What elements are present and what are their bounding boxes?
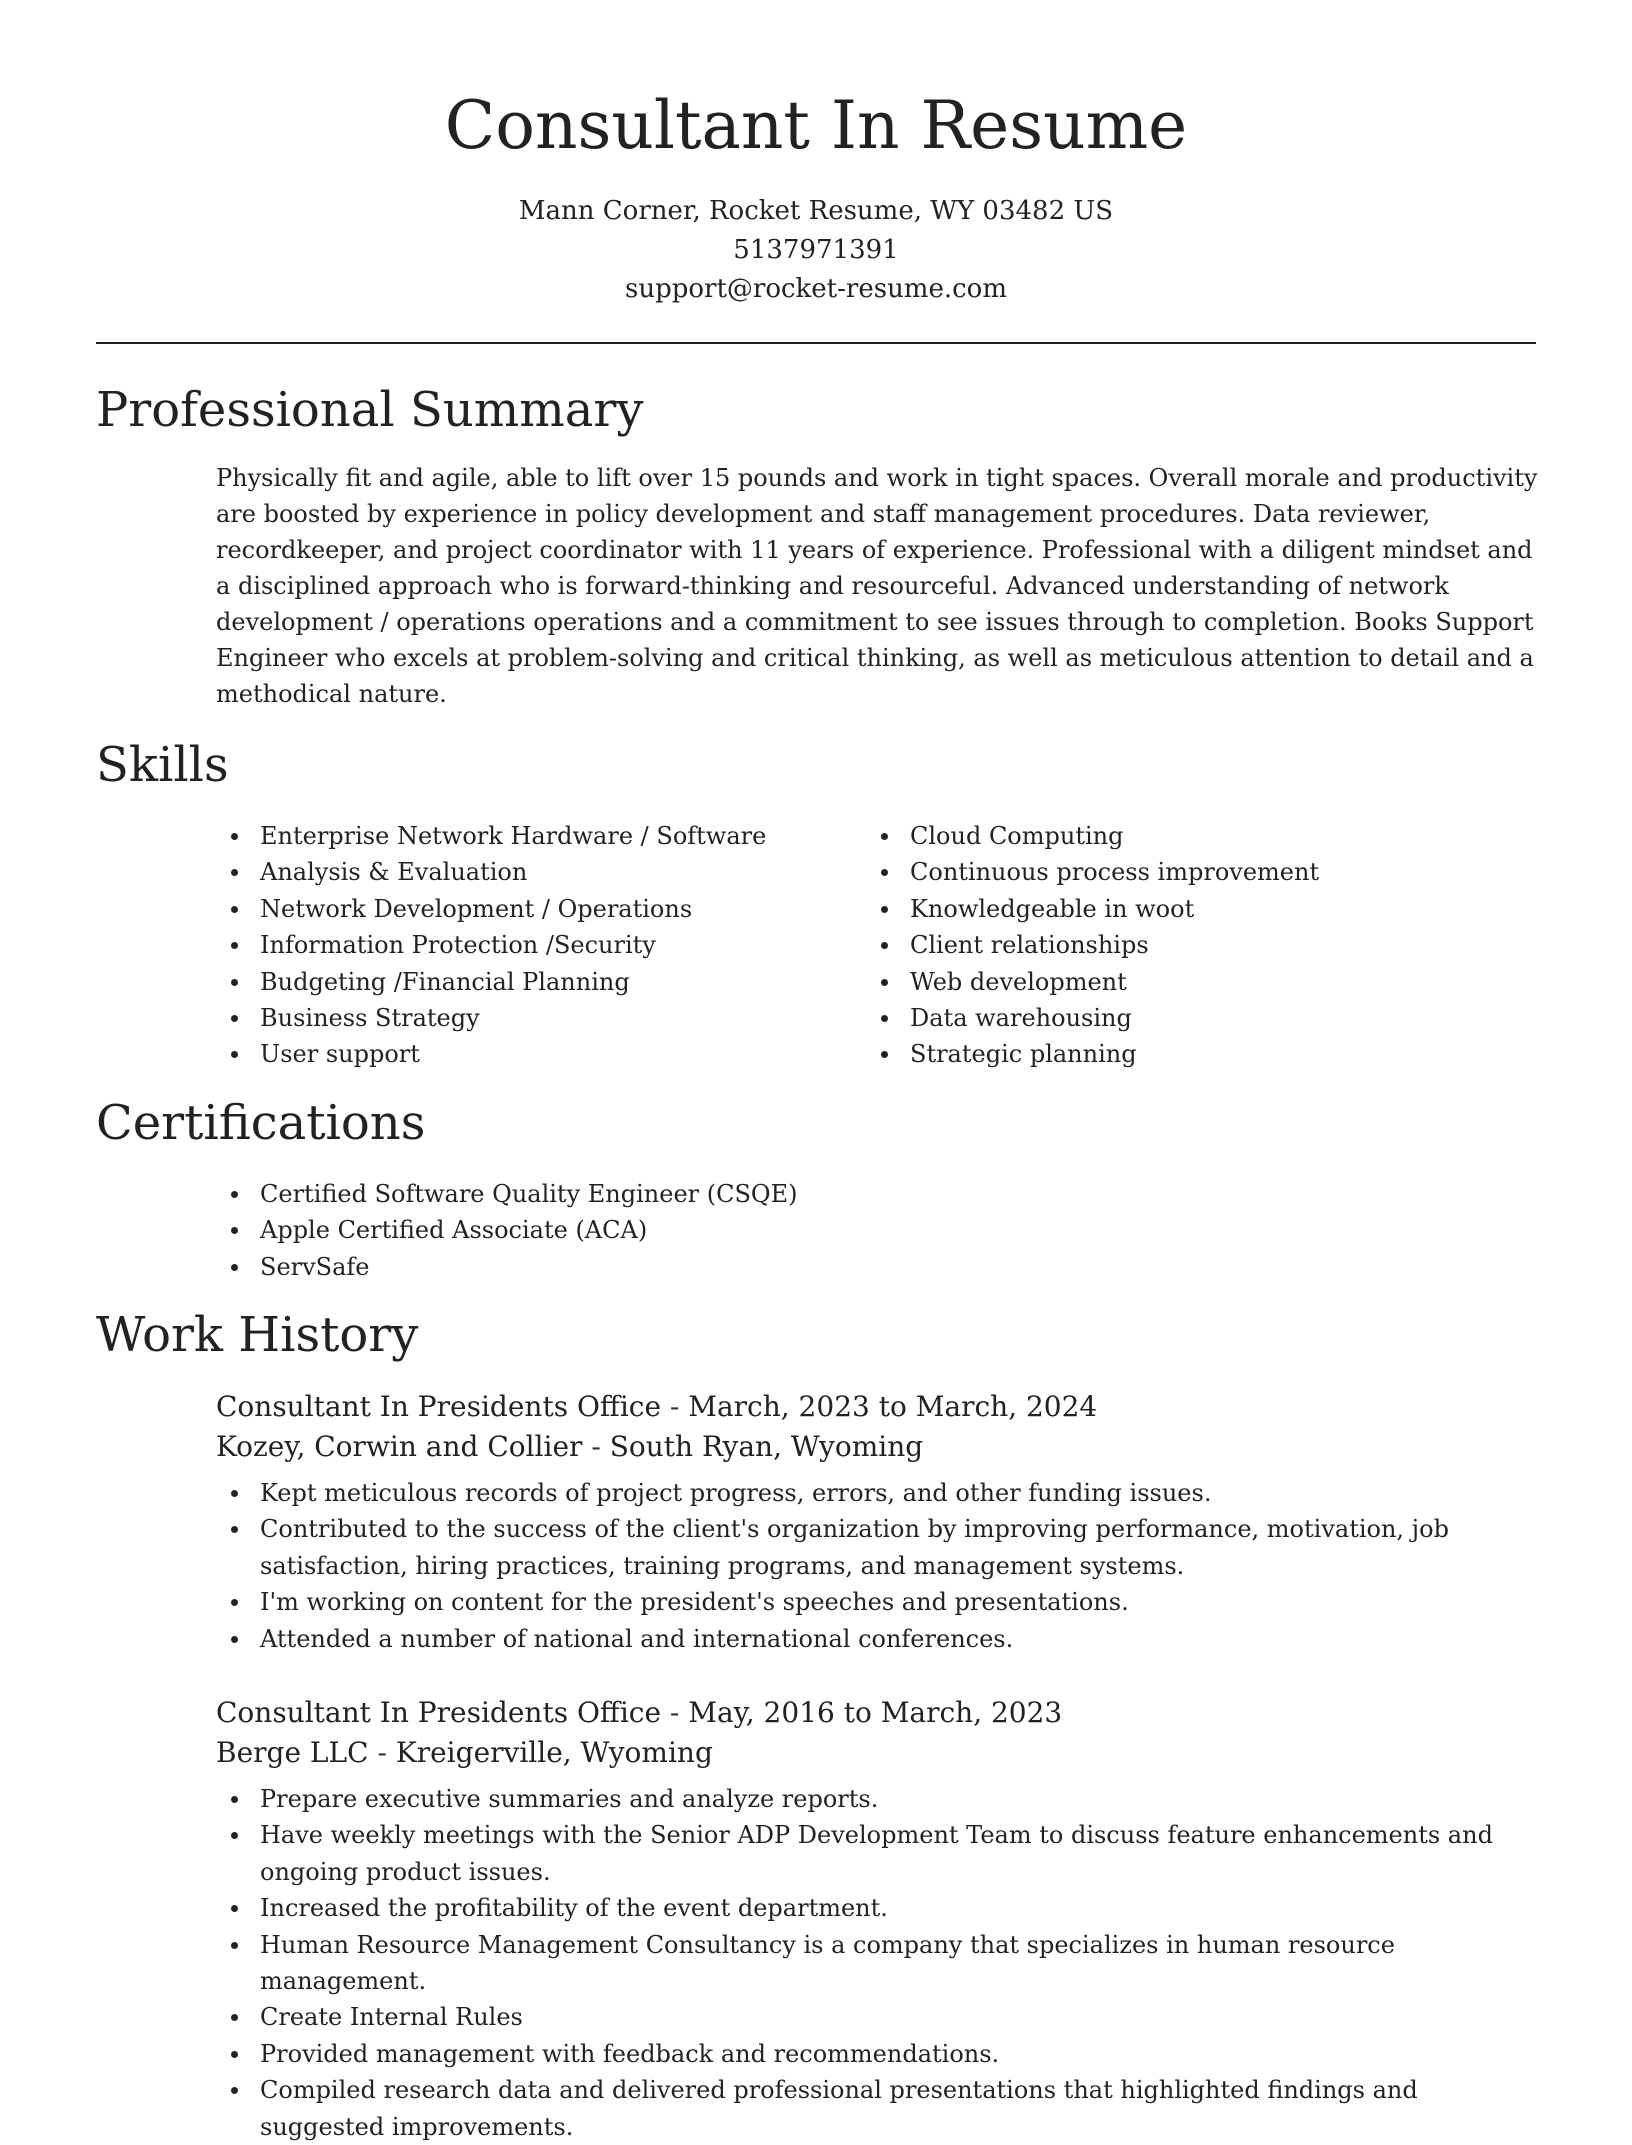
job-bullet: Create Internal Rules [216, 1999, 1546, 2035]
skill-item: Analysis & Evaluation [216, 854, 856, 890]
job-bullet: Human Resource Management Consultancy is a company that specializes in human resource management. [216, 1927, 1546, 2000]
contact-phone: 5137971391 [733, 235, 899, 265]
skills-list-left [216, 818, 856, 1073]
job-bullet: I'm working on content for the president's speeches and presentations. [216, 1584, 1546, 1620]
job-separator: - [661, 1696, 689, 1729]
work-history-heading: Work History [96, 1307, 419, 1363]
job-company: Berge LLC [216, 1736, 369, 1769]
job-dates: May, 2016 to March, 2023 [688, 1696, 1063, 1729]
job-bullet: Compiled research data and delivered professional presentations that highlighted findings and suggested improvements. [216, 2072, 1546, 2145]
job-separator: - [368, 1736, 396, 1769]
skill-item: Continuous process improvement [866, 854, 1506, 890]
skill-item: Knowledgeable in woot [866, 891, 1506, 927]
job-dates: March, 2023 to March, 2024 [688, 1390, 1098, 1423]
job-title: Consultant In Presidents Office [216, 1696, 662, 1729]
skill-item: Web development [866, 964, 1506, 1000]
skill-item: User support [216, 1036, 856, 1072]
job-separator: - [582, 1430, 610, 1463]
skill-item: Client relationships [866, 927, 1506, 963]
skill-item: Strategic planning [866, 1036, 1506, 1072]
skill-item: Information Protection /Security [216, 927, 856, 963]
contact-address: Mann Corner, Rocket Resume, WY 03482 US [518, 196, 1114, 226]
job-bullet: Contributed to the success of the client's organization by improving performance, motivation, job satisfaction, hiring practices, training programs, and management systems. [216, 1511, 1546, 1584]
job-company: Kozey, Corwin and Collier [216, 1430, 583, 1463]
job-bullet: Kept meticulous records of project progress, errors, and other funding issues. [216, 1475, 1546, 1511]
skill-item: Business Strategy [216, 1000, 856, 1036]
skill-item: Enterprise Network Hardware / Software [216, 818, 856, 854]
job-company-line [216, 1427, 923, 1467]
contact-block [0, 192, 1632, 309]
job-company-line [216, 1733, 713, 1773]
job-bullet: Provided management with feedback and recommendations. [216, 2036, 1546, 2072]
certifications-heading: Certifications [96, 1095, 426, 1151]
skill-item: Data warehousing [866, 1000, 1506, 1036]
job-bullet: Increased the profitability of the event department. [216, 1890, 1546, 1926]
certification-item: Certified Software Quality Engineer (CSQE) [216, 1176, 1116, 1212]
header-divider [96, 342, 1536, 344]
job-title: Consultant In Presidents Office [216, 1390, 662, 1423]
skills-heading: Skills [96, 737, 229, 793]
skill-item: Budgeting /Financial Planning [216, 964, 856, 1000]
job-title-line [216, 1693, 1062, 1733]
summary-text: Physically fit and agile, able to lift over 15 pounds and work in tight spaces. Overall morale and productivity are boosted by experience in policy development and staff management procedures. Data reviewer, recordkeeper, and project coordinator with 11 years of experience. Professional with a diligent mindset and a disciplined approach who is forward-thinking and resourceful. Advanced understanding of network development / operations operations and a commitment to see issues through to completion. Books Support Engineer who excels at problem-solving and critical thinking, as well as meticulous attention to detail and a methodical nature. [216, 464, 1538, 708]
certification-item: ServSafe [216, 1249, 1116, 1285]
job-bullet: Attended a number of national and international conferences. [216, 1621, 1546, 1657]
certification-item: Apple Certified Associate (ACA) [216, 1212, 1116, 1248]
job-location: South Ryan, Wyoming [609, 1430, 924, 1463]
job-bullets [216, 1475, 1546, 1657]
certifications-list [216, 1176, 1116, 1285]
skill-item: Network Development / Operations [216, 891, 856, 927]
job-bullet: Have weekly meetings with the Senior ADP Development Team to discuss feature enhancements and ongoing product issues. [216, 1817, 1546, 1890]
contact-email: support@rocket-resume.com [624, 274, 1007, 304]
job-bullet: Prepare executive summaries and analyze reports. [216, 1781, 1546, 1817]
resume-name: Consultant In Resume [444, 87, 1188, 164]
job-bullets [216, 1781, 1546, 2145]
skill-item: Cloud Computing [866, 818, 1506, 854]
job-title-line [216, 1387, 1097, 1427]
skills-list-right [866, 818, 1506, 1073]
summary-heading: Professional Summary [96, 382, 644, 438]
job-location: Kreigerville, Wyoming [395, 1736, 713, 1769]
job-separator: - [661, 1390, 689, 1423]
